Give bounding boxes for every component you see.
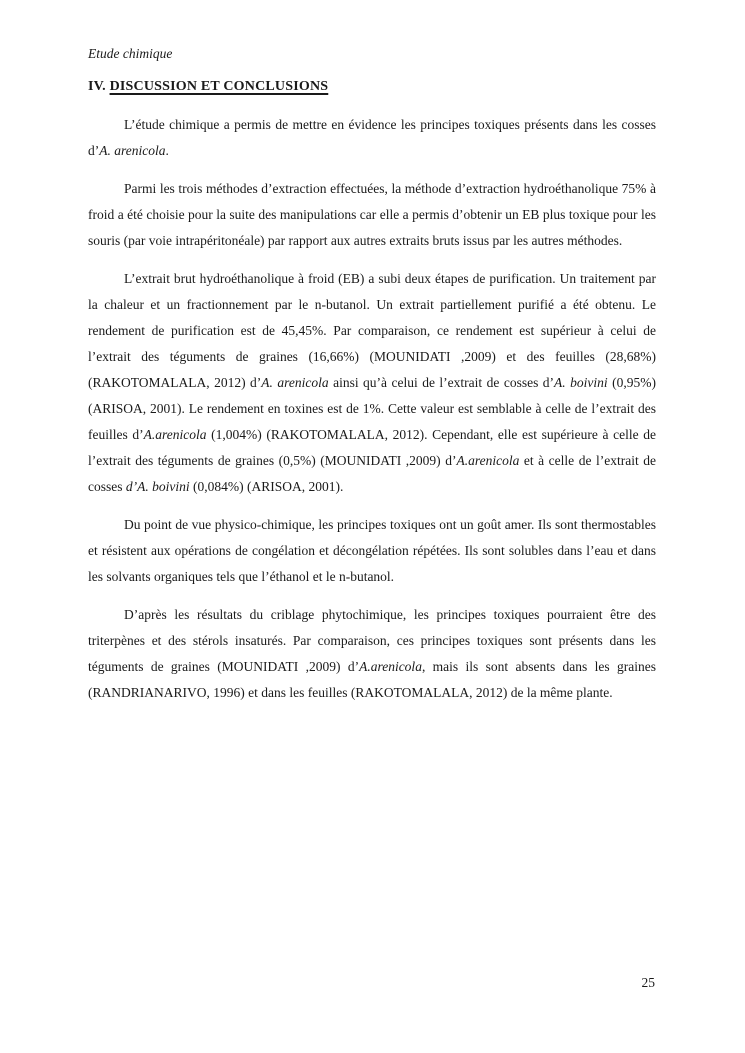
species-name: A.arenicola [359,659,422,674]
text-run: (1,004%) (RAKOTOMALALA, 2012). Cependant, elle est supérieure à celle de l’extrait des téguments de graines (0,5%) (MOUNIDATI ,2009) d’ [88,427,656,468]
paragraph-intro [88,112,656,164]
species-name: A. boivini [554,375,608,390]
text-run: L’étude chimique a permis de mettre en évidence les principes toxiques présents dans les cosses d’ [88,117,656,158]
section-title [88,74,656,100]
species-name: A. arenicola [261,375,329,390]
species-name: A.arenicola [143,427,207,442]
paragraph-purification [88,266,656,500]
text-run: L’extrait brut hydroéthanolique à froid (EB) a subi deux étapes de purification. Un traitement par la chaleur et un fractionnement par le n-butanol. Un extrait partiellement purifié a été obtenu. Le rendement de purification est de 45,45%. Par comparaison, ce rendement est supérieur à celui de l’extrait des téguments de graines (16,66%) (MOUNIDATI ,2009) et des feuilles (28,68%) (RAKOTOMALALA, 2012) d’ [88,271,656,390]
running-header: Etude chimique [88,46,173,61]
text-run: (0,95%) (ARISOA, 2001). Le rendement en toxines est de 1%. Cette valeur est semblable à celle de l’extrait des feuilles d’ [88,375,656,442]
text-run: D’après les résultats du criblage phytochimique, les principes toxiques pourraient être des triterpènes et des stérols insaturés. Par comparaison, ces principes toxiques sont présents dans les téguments de graines (MOUNIDATI ,2009) d’ [88,607,656,674]
paragraph-physico-chimique [88,512,656,590]
text-run: ainsi qu’à celui de l’extrait de cosses d’ [328,375,555,390]
paragraph-phytochimique [88,602,656,706]
section-title-text: DISCUSSION ET CONCLUSIONS [109,79,329,94]
species-name: A.arenicola [456,453,520,468]
page-number: 25 [641,975,655,990]
text-run: . [165,143,169,158]
page-content [88,41,656,706]
text-run: , mais ils sont absents dans les graines (RANDRIANARIVO, 1996) et dans les feuilles (RAKOTOMALALA, 2012) de la même plante. [88,659,656,700]
paragraph-extraction [88,176,656,254]
species-name: d’A. boivini [125,479,190,494]
text-run: et à celle de l’extrait de cosses [88,453,656,494]
text-run: Parmi les trois méthodes d’extraction effectuées, la méthode d’extraction hydroéthanolique 75% à froid a été choisie pour la suite des manipulations car elle a permis d’obtenir un EB plus toxique pour les souris (par voie intrapéritonéale) par rapport aux autres extraits bruts issus par les autres méthodes. [88,181,656,248]
species-name: A. arenicola [99,143,166,158]
section-number: IV. [88,79,106,94]
text-run: (0,084%) (ARISOA, 2001). [189,479,344,494]
text-run: Du point de vue physico-chimique, les principes toxiques ont un goût amer. Ils sont thermostables et résistent aux opérations de congélation et décongélation répétées. Ils sont solubles dans l’eau et dans les solvants organiques tels que l’éthanol et le n-butanol. [88,517,656,584]
